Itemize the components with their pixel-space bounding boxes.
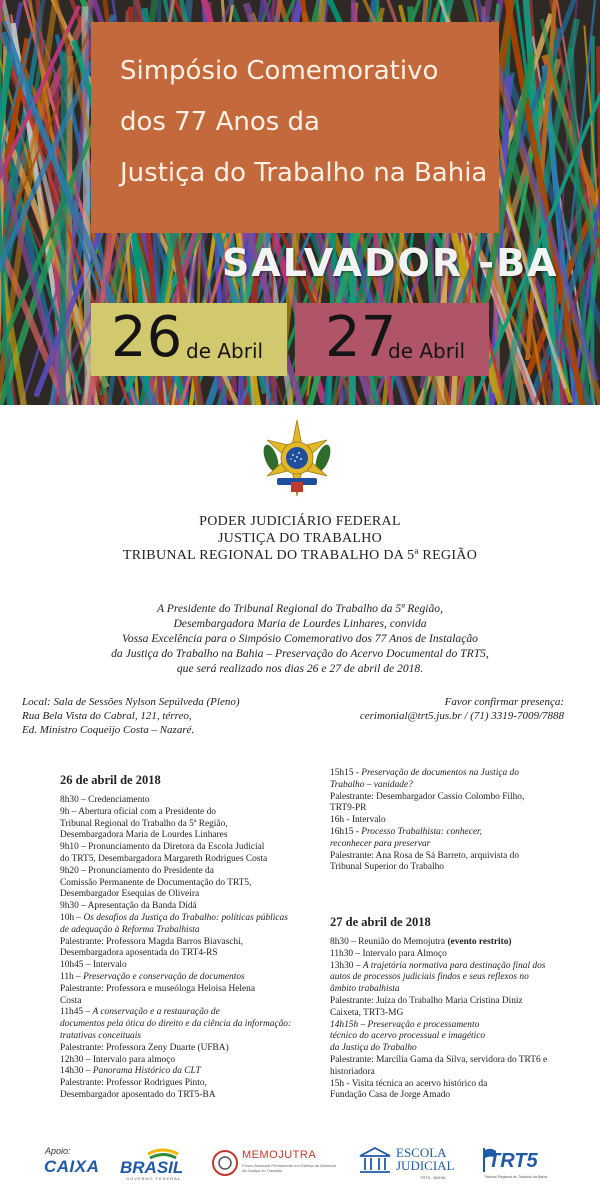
institution-line-1: PODER JUDICIÁRIO FEDERAL xyxy=(199,514,401,529)
schedule-text: Desembargador Esequias de Oliveira xyxy=(60,889,200,900)
schedule-line xyxy=(60,913,291,925)
schedule-text: técnico do acervo processual e imagético xyxy=(330,1031,486,1042)
memojutra-emblem-icon xyxy=(210,1148,240,1178)
escola-judicial-logo xyxy=(358,1146,468,1182)
rsvp-label: Favor confirmar presença: xyxy=(444,696,564,708)
invitation-line: Desembargadora Maria de Lourdes Linhares, convida xyxy=(173,617,427,630)
city-label: SALVADOR -BA xyxy=(222,241,559,285)
schedule-text: Palestrante: Desembargador Cassio Colombo Filho, xyxy=(330,791,525,802)
rsvp-contact-link[interactable]: cerimonial@trt5.jus.br / (71) 3319-7009/7888 xyxy=(359,710,564,722)
schedule-text: Palestrante: Professora e museóloga Heloisa Helena xyxy=(60,983,255,994)
title-line-1: Simpósio Comemorativo xyxy=(120,56,439,86)
schedule-line xyxy=(60,830,291,842)
location-line: Ed. Ministro Coqueijo Costa – Nazaré. xyxy=(22,724,195,736)
day1-heading: 26 de abril de 2018 xyxy=(60,773,161,787)
date-box-27 xyxy=(295,303,489,376)
schedule-text: Desembargadora Maria de Lourdes Linhares xyxy=(60,830,228,841)
schedule-line xyxy=(60,948,291,960)
header-banner xyxy=(0,0,600,405)
institution-line-3: TRIBUNAL REGIONAL DO TRABALHO DA 5ª REGIÃO xyxy=(122,548,478,563)
invitation-text xyxy=(60,601,540,676)
invitation-line: que será realizado nos dias 26 e 27 de abril de 2018. xyxy=(176,662,424,675)
schedule-time: 10h – xyxy=(60,912,84,923)
trt5-logo xyxy=(480,1146,550,1182)
schedule-text: Trabalho – vanidade? xyxy=(330,779,413,790)
institution-line-2: JUSTIÇA DO TRABALHO xyxy=(217,531,383,546)
memojutra-logo xyxy=(210,1148,340,1182)
schedule-line xyxy=(330,949,547,961)
brasil-subtitle: GOVERNO FEDERAL xyxy=(126,1176,182,1181)
schedule-line xyxy=(60,960,291,972)
schedule-text: Preservação de documentos na Justiça do xyxy=(361,768,519,778)
schedule-line xyxy=(60,1031,291,1043)
memojutra-subtitle: Fórum Nacional Permanente em Defesa da Memória da Justiça do Trabalho xyxy=(242,1163,336,1173)
day2-heading: 27 de abril de 2018 xyxy=(330,915,431,929)
schedule-text: Desembargadora aposentada do TRT4-RS xyxy=(60,948,218,959)
schedule-line xyxy=(330,984,547,996)
schedule-line xyxy=(330,996,547,1008)
schedule-line xyxy=(60,807,291,819)
schedule-text: autos de processos judiciais findos e seus reflexos no xyxy=(330,972,529,983)
schedule-text: A conservação e a restauração de xyxy=(92,1007,220,1018)
sponsor-footer xyxy=(0,1140,600,1190)
schedule-text: âmbito trabalhista xyxy=(330,984,400,995)
schedule-time: 13h30 – xyxy=(330,960,363,971)
caixa-logo: CAIXA xyxy=(44,1157,100,1176)
schedule-line xyxy=(60,996,291,1008)
title-line-3: Justiça do Trabalho na Bahia xyxy=(120,158,488,188)
date-month: de Abril xyxy=(186,339,264,363)
schedule-line xyxy=(330,937,547,949)
day1-schedule-left xyxy=(60,795,291,1102)
schedule-line xyxy=(330,792,524,804)
trt5-subtitle: Tribunal Regional do Trabalho da Bahia xyxy=(484,1175,548,1179)
schedule-text: 8h30 – Reunião do Memojutra xyxy=(330,937,448,947)
schedule-line xyxy=(330,780,524,792)
schedule-line xyxy=(330,1079,547,1091)
schedule-text: 11h30 – Intervalo para Almoço xyxy=(330,948,447,959)
brasil-logo xyxy=(118,1146,193,1182)
schedule-text: 14h15h – Preservação e processamento xyxy=(330,1019,480,1030)
location-line: Rua Bela Vista do Cabral, 121, térreo, xyxy=(22,710,192,722)
schedule-line xyxy=(60,1043,291,1055)
schedule-text: de adequação à Reforma Trabalhista xyxy=(60,924,200,935)
schedule-line xyxy=(60,901,291,913)
schedule-line xyxy=(60,1055,291,1067)
schedule-text: tratativas conceituais xyxy=(60,1030,141,1041)
schedule-line xyxy=(330,1020,547,1032)
schedule-line xyxy=(60,866,291,878)
schedule-line xyxy=(60,1078,291,1090)
memojutra-text: MEMOJUTRA xyxy=(242,1149,317,1161)
schedule-text: 15h - Visita técnica ao acervo histórico da xyxy=(330,1078,488,1089)
schedule-line xyxy=(330,851,524,863)
invitation-line: Vossa Excelência para o Simpósio Comemorativo dos 77 Anos de Instalação xyxy=(122,632,478,645)
schedule-line xyxy=(330,839,524,851)
date-day: 27 xyxy=(325,305,397,370)
day2-schedule xyxy=(330,937,547,1102)
schedule-line xyxy=(330,862,524,874)
day1-schedule-right xyxy=(330,768,524,874)
invitation-line: A Presidente do Tribunal Regional do Trabalho da 5ª Região, xyxy=(157,602,443,615)
schedule-text: Os desafios da Justiça do Trabalho: políticas públicas xyxy=(83,912,288,923)
schedule-line xyxy=(60,795,291,807)
schedule-text: Palestrante: Professora Magda Barros Biavaschi, xyxy=(60,936,244,947)
schedule-text: Palestrante: Ana Rosa de Sá Barreto, arquivista do xyxy=(330,850,520,861)
schedule-time: 11h45 – xyxy=(60,1007,93,1018)
schedule-time: 16h15 - xyxy=(330,826,362,837)
schedule-text: 9h – Abertura oficial com a Presidente do xyxy=(60,806,216,817)
schedule-line xyxy=(60,842,291,854)
schedule-line xyxy=(330,827,524,839)
schedule-line xyxy=(330,815,524,827)
schedule-line xyxy=(60,878,291,890)
escola-judicial-text: ESCOLA JUDICIAL xyxy=(396,1145,455,1173)
schedule-line xyxy=(330,972,547,984)
schedule-text: Palestrante: Juíza do Trabalho Maria Cristina Diniz xyxy=(330,995,523,1006)
schedule-text: Caixeta, TRT3-MG xyxy=(330,1007,404,1018)
schedule-line xyxy=(330,768,524,780)
schedule-text: Preservação e conservação de documentos xyxy=(83,971,245,982)
schedule-text: Palestrante: Professor Rodrigues Pinto, xyxy=(60,1078,207,1089)
schedule-text: Fundação Casa de Jorge Amado xyxy=(330,1090,451,1101)
schedule-text: Palestrante: Professora Zeny Duarte (UFBA) xyxy=(60,1042,229,1053)
schedule-text: 9h10 – Pronunciamento da Diretora da Escola Judicial xyxy=(60,842,265,853)
schedule-line xyxy=(60,937,291,949)
schedule-text: TRT9-PR xyxy=(330,803,367,814)
schedule-text: da Justiça do Trabalho xyxy=(330,1043,417,1054)
schedule-text: Tribunal Regional do Trabalho da 5ª Região, xyxy=(60,818,228,829)
schedule-line xyxy=(60,889,291,901)
title-box xyxy=(91,22,499,233)
date-box-26 xyxy=(91,303,287,376)
schedule-line xyxy=(330,1090,547,1102)
schedule-text: Comissão Permanente de Documentação do TRT5, xyxy=(60,877,252,888)
schedule-line xyxy=(60,1019,291,1031)
schedule-line xyxy=(330,961,547,973)
date-day: 26 xyxy=(111,305,183,370)
schedule-line xyxy=(330,1055,547,1067)
invitation-line: da Justiça do Trabalho na Bahia – Preservação do Acervo Documental do TRT5, xyxy=(111,647,489,660)
brasil-text: BRASIL xyxy=(120,1158,184,1177)
title-line-2: dos 77 Anos da xyxy=(120,107,320,137)
schedule-text: Panorama Histórico da CLT xyxy=(92,1066,201,1077)
schedule-line xyxy=(330,1031,547,1043)
restricted-event-note: (evento restrito) xyxy=(447,937,512,947)
schedule-line xyxy=(330,1043,547,1055)
schedule-text: 9h20 – Pronunciamento do Presidente da xyxy=(60,865,214,876)
schedule-text: do TRT5, Desembargadora Margareth Rodrigues Costa xyxy=(60,853,268,864)
schedule-text: 9h30 – Apresentação da Banda Didá xyxy=(60,901,197,912)
schedule-time: 14h30 – xyxy=(60,1066,93,1077)
schedule-text: Processo Trabalhista: conhecer, xyxy=(361,826,482,837)
schedule-text: A trajetória normativa para destinação final dos xyxy=(362,960,546,971)
schedule-line xyxy=(60,925,291,937)
schedule-line xyxy=(60,819,291,831)
brazil-coat-of-arms-emblem xyxy=(257,418,337,498)
schedule-text: 12h30 – Intervalo para almoço xyxy=(60,1054,176,1065)
courthouse-icon xyxy=(358,1146,392,1174)
schedule-text: 10h45 – Intervalo xyxy=(60,960,127,971)
schedule-line xyxy=(60,854,291,866)
trt5-text: TRT5 xyxy=(488,1150,538,1172)
schedule-line xyxy=(60,1066,291,1078)
escola-subtitle: TRT5 - BAHIA xyxy=(420,1175,446,1180)
schedule-line xyxy=(330,803,524,815)
schedule-text: 8h30 – Credenciamento xyxy=(60,795,150,805)
schedule-line xyxy=(60,984,291,996)
schedule-line xyxy=(60,972,291,984)
location-line: Local: Sala de Sessões Nylson Sepúlveda (Pleno) xyxy=(22,696,240,708)
schedule-line xyxy=(60,1090,291,1102)
schedule-text: Costa xyxy=(60,995,82,1006)
schedule-text: reconhecer para preservar xyxy=(330,838,431,849)
schedule-line xyxy=(330,1008,547,1020)
schedule-line xyxy=(60,1007,291,1019)
schedule-text: Tribunal Superior do Trabalho xyxy=(330,862,444,873)
date-month: de Abril xyxy=(388,339,466,363)
apoio-label: Apoio: xyxy=(45,1146,71,1156)
schedule-text: Desembargador aposentado do TRT5-BA xyxy=(60,1089,216,1100)
schedule-text: 16h - Intervalo xyxy=(330,815,386,826)
schedule-text: documentos pela ótica do direito e da ciência da informação: xyxy=(60,1019,292,1030)
schedule-text: Palestrante: Marcília Gama da Silva, servidora do TRT6 e xyxy=(330,1054,548,1065)
schedule-text: historiadora xyxy=(330,1066,375,1077)
schedule-time: 11h – xyxy=(60,971,84,982)
schedule-time: 15h15 - xyxy=(330,768,362,778)
schedule-line xyxy=(330,1067,547,1079)
